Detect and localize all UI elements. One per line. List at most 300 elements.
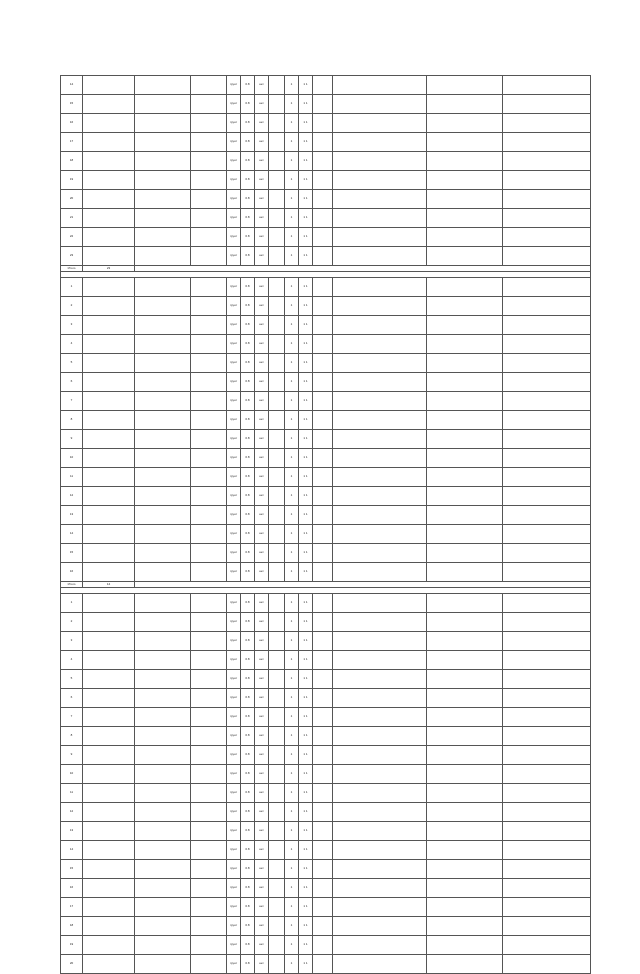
cell-empty: [313, 936, 333, 955]
cell-surface: грунт: [227, 563, 241, 582]
cell-count: 1: [285, 841, 299, 860]
cell-area: 0.8: [241, 613, 255, 632]
cell-fence: нет: [255, 898, 269, 917]
cell-fence: нет: [255, 727, 269, 746]
table-row: [61, 506, 591, 525]
cell-area: 0.8: [241, 784, 255, 803]
table-row: [61, 898, 591, 917]
cell-coords: [191, 563, 227, 582]
cell-fence: нет: [255, 803, 269, 822]
cell-address: [135, 152, 191, 171]
cell-cover: [269, 171, 285, 190]
cell-empty: [427, 392, 503, 411]
cell-surface: грунт: [227, 430, 241, 449]
cell-sources: [503, 746, 591, 765]
cell-empty: [427, 651, 503, 670]
cell-count: 1: [285, 936, 299, 955]
cell-area: 0.8: [241, 228, 255, 247]
cell-coords: [191, 278, 227, 297]
cell-surface: грунт: [227, 171, 241, 190]
cell-owner: [333, 879, 427, 898]
cell-count: 1: [285, 430, 299, 449]
table-row: [61, 411, 591, 430]
cell-empty: [427, 468, 503, 487]
cell-num: 14: [61, 841, 83, 860]
cell-address: [135, 392, 191, 411]
cell-settlement: [83, 278, 135, 297]
cell-area: 0.8: [241, 822, 255, 841]
cell-sources: [503, 506, 591, 525]
cell-area: 0.8: [241, 544, 255, 563]
cell-coords: [191, 708, 227, 727]
cell-sources: [503, 278, 591, 297]
table-row: [61, 955, 591, 974]
cell-cover: [269, 95, 285, 114]
cell-coords: [191, 316, 227, 335]
cell-address: [135, 917, 191, 936]
cell-sources: [503, 594, 591, 613]
cell-coords: [191, 746, 227, 765]
cell-num: 17: [61, 133, 83, 152]
cell-settlement: [83, 430, 135, 449]
cell-fence: нет: [255, 392, 269, 411]
cell-area: 0.8: [241, 936, 255, 955]
cell-empty: [313, 727, 333, 746]
cell-surface: грунт: [227, 841, 241, 860]
cell-fence: нет: [255, 316, 269, 335]
cell-settlement: [83, 708, 135, 727]
cell-volume: 1 1: [299, 95, 313, 114]
cell-surface: грунт: [227, 727, 241, 746]
cell-address: [135, 506, 191, 525]
cell-num: 16: [61, 879, 83, 898]
cell-coords: [191, 506, 227, 525]
cell-coords: [191, 468, 227, 487]
cell-empty: [313, 449, 333, 468]
cell-empty: [313, 487, 333, 506]
cell-volume: 1 1: [299, 670, 313, 689]
cell-area: 0.8: [241, 133, 255, 152]
cell-fence: нет: [255, 209, 269, 228]
cell-settlement: [83, 765, 135, 784]
cell-settlement: [83, 689, 135, 708]
cell-sources: [503, 392, 591, 411]
cell-cover: [269, 133, 285, 152]
cell-owner: [333, 133, 427, 152]
cell-volume: 1 1: [299, 544, 313, 563]
cell-count: 1: [285, 746, 299, 765]
cell-coords: [191, 841, 227, 860]
cell-coords: [191, 228, 227, 247]
cell-surface: грунт: [227, 955, 241, 974]
cell-coords: [191, 247, 227, 266]
cell-sources: [503, 247, 591, 266]
cell-volume: 1 1: [299, 133, 313, 152]
cell-num: 3: [61, 632, 83, 651]
cell-coords: [191, 544, 227, 563]
cell-surface: грунт: [227, 594, 241, 613]
cell-sources: [503, 430, 591, 449]
cell-owner: [333, 449, 427, 468]
cell-num: 12: [61, 487, 83, 506]
cell-surface: грунт: [227, 487, 241, 506]
cell-count: 1: [285, 95, 299, 114]
cell-settlement: [83, 822, 135, 841]
cell-num: 11: [61, 784, 83, 803]
cell-count: 1: [285, 563, 299, 582]
cell-area: 0.8: [241, 898, 255, 917]
cell-coords: [191, 411, 227, 430]
cell-sources: [503, 917, 591, 936]
cell-settlement: [83, 879, 135, 898]
cell-sources: [503, 955, 591, 974]
cell-coords: [191, 917, 227, 936]
cell-area: 0.8: [241, 247, 255, 266]
cell-settlement: [83, 860, 135, 879]
cell-empty: [427, 373, 503, 392]
cell-cover: [269, 152, 285, 171]
cell-owner: [333, 670, 427, 689]
cell-empty: [313, 544, 333, 563]
cell-fence: нет: [255, 95, 269, 114]
cell-count: 1: [285, 392, 299, 411]
cell-num: 10: [61, 765, 83, 784]
cell-area: 0.8: [241, 430, 255, 449]
cell-fence: нет: [255, 228, 269, 247]
cell-count: 1: [285, 689, 299, 708]
cell-num: 19: [61, 936, 83, 955]
cell-empty: [427, 563, 503, 582]
cell-cover: [269, 746, 285, 765]
cell-empty: [313, 133, 333, 152]
cell-surface: грунт: [227, 689, 241, 708]
cell-settlement: [83, 594, 135, 613]
cell-coords: [191, 430, 227, 449]
cell-empty: [313, 917, 333, 936]
cell-fence: нет: [255, 525, 269, 544]
table-row: [61, 449, 591, 468]
cell-fence: нет: [255, 936, 269, 955]
cell-area: 0.8: [241, 803, 255, 822]
cell-area: 0.8: [241, 316, 255, 335]
cell-owner: [333, 209, 427, 228]
cell-count: 1: [285, 879, 299, 898]
cell-coords: [191, 651, 227, 670]
cell-coords: [191, 613, 227, 632]
cell-count: 1: [285, 917, 299, 936]
cell-owner: [333, 487, 427, 506]
cell-settlement: [83, 392, 135, 411]
cell-address: [135, 727, 191, 746]
cell-count: 1: [285, 297, 299, 316]
register-body: [61, 76, 591, 974]
cell-cover: [269, 708, 285, 727]
cell-empty: [313, 765, 333, 784]
cell-empty: [313, 955, 333, 974]
cell-owner: [333, 392, 427, 411]
cell-area: 0.8: [241, 506, 255, 525]
cell-num: 14: [61, 525, 83, 544]
cell-empty: [427, 917, 503, 936]
cell-address: [135, 879, 191, 898]
table-row: [61, 727, 591, 746]
cell-settlement: [83, 955, 135, 974]
cell-num: 12: [61, 803, 83, 822]
table-row: [61, 765, 591, 784]
cell-empty: [313, 373, 333, 392]
cell-owner: [333, 936, 427, 955]
register-table: [60, 75, 591, 974]
cell-owner: [333, 373, 427, 392]
cell-surface: грунт: [227, 879, 241, 898]
cell-cover: [269, 76, 285, 95]
cell-fence: нет: [255, 114, 269, 133]
cell-empty: [313, 411, 333, 430]
cell-num: 15: [61, 544, 83, 563]
cell-area: 0.8: [241, 955, 255, 974]
cell-count: 1: [285, 278, 299, 297]
cell-empty: [313, 247, 333, 266]
cell-settlement: [83, 936, 135, 955]
cell-volume: 1 1: [299, 114, 313, 133]
table-row: [61, 670, 591, 689]
cell-cover: [269, 411, 285, 430]
cell-sources: [503, 373, 591, 392]
cell-cover: [269, 841, 285, 860]
cell-empty: [313, 354, 333, 373]
table-row: [61, 879, 591, 898]
cell-count: 1: [285, 228, 299, 247]
table-row: [61, 468, 591, 487]
cell-settlement: [83, 632, 135, 651]
cell-volume: 1 1: [299, 487, 313, 506]
cell-area: 0.8: [241, 651, 255, 670]
cell-sources: [503, 670, 591, 689]
cell-cover: [269, 247, 285, 266]
cell-sources: [503, 228, 591, 247]
cell-cover: [269, 898, 285, 917]
cell-owner: [333, 727, 427, 746]
cell-num: 5: [61, 670, 83, 689]
cell-num: 16: [61, 563, 83, 582]
cell-cover: [269, 449, 285, 468]
table-row: [61, 746, 591, 765]
cell-owner: [333, 803, 427, 822]
cell-address: [135, 544, 191, 563]
cell-empty: [427, 95, 503, 114]
cell-sources: [503, 651, 591, 670]
table-row: [61, 917, 591, 936]
cell-count: 1: [285, 525, 299, 544]
cell-num: 1: [61, 594, 83, 613]
cell-settlement: [83, 297, 135, 316]
cell-address: [135, 613, 191, 632]
cell-num: 2: [61, 297, 83, 316]
cell-num: 7: [61, 392, 83, 411]
cell-empty: [427, 879, 503, 898]
cell-empty: [313, 228, 333, 247]
cell-address: [135, 133, 191, 152]
cell-area: 0.8: [241, 708, 255, 727]
cell-fence: нет: [255, 917, 269, 936]
cell-fence: нет: [255, 632, 269, 651]
cell-address: [135, 76, 191, 95]
table-row: [61, 316, 591, 335]
cell-sources: [503, 632, 591, 651]
cell-sources: [503, 152, 591, 171]
cell-surface: грунт: [227, 651, 241, 670]
cell-sources: [503, 822, 591, 841]
cell-settlement: [83, 354, 135, 373]
cell-cover: [269, 114, 285, 133]
cell-sources: [503, 449, 591, 468]
cell-empty: [427, 297, 503, 316]
summary-label: Итого: [61, 266, 83, 272]
cell-volume: 1 1: [299, 449, 313, 468]
cell-cover: [269, 917, 285, 936]
cell-sources: [503, 354, 591, 373]
cell-settlement: [83, 917, 135, 936]
cell-fence: нет: [255, 651, 269, 670]
cell-sources: [503, 727, 591, 746]
cell-settlement: [83, 544, 135, 563]
cell-surface: грунт: [227, 544, 241, 563]
cell-sources: [503, 544, 591, 563]
cell-surface: грунт: [227, 228, 241, 247]
cell-count: 1: [285, 190, 299, 209]
table-row: [61, 841, 591, 860]
cell-cover: [269, 955, 285, 974]
cell-coords: [191, 689, 227, 708]
cell-empty: [427, 152, 503, 171]
cell-count: 1: [285, 898, 299, 917]
cell-empty: [313, 190, 333, 209]
cell-settlement: [83, 114, 135, 133]
cell-address: [135, 746, 191, 765]
cell-count: 1: [285, 822, 299, 841]
cell-surface: грунт: [227, 917, 241, 936]
cell-area: 0.8: [241, 727, 255, 746]
cell-coords: [191, 594, 227, 613]
cell-fence: нет: [255, 563, 269, 582]
cell-count: 1: [285, 727, 299, 746]
cell-coords: [191, 95, 227, 114]
cell-empty: [427, 841, 503, 860]
cell-settlement: [83, 613, 135, 632]
cell-cover: [269, 468, 285, 487]
cell-volume: 1 1: [299, 803, 313, 822]
cell-cover: [269, 228, 285, 247]
cell-num: 14: [61, 76, 83, 95]
cell-volume: 1 1: [299, 209, 313, 228]
cell-sources: [503, 613, 591, 632]
cell-owner: [333, 632, 427, 651]
cell-num: 1: [61, 278, 83, 297]
cell-num: 23: [61, 247, 83, 266]
cell-surface: грунт: [227, 133, 241, 152]
cell-address: [135, 803, 191, 822]
cell-area: 0.8: [241, 411, 255, 430]
cell-volume: 1 1: [299, 613, 313, 632]
table-row: [61, 708, 591, 727]
cell-volume: 1 1: [299, 860, 313, 879]
cell-cover: [269, 373, 285, 392]
cell-cover: [269, 506, 285, 525]
cell-empty: [313, 670, 333, 689]
cell-sources: [503, 487, 591, 506]
cell-address: [135, 651, 191, 670]
cell-cover: [269, 594, 285, 613]
cell-num: 4: [61, 651, 83, 670]
cell-area: 0.8: [241, 190, 255, 209]
cell-owner: [333, 316, 427, 335]
cell-area: 0.8: [241, 354, 255, 373]
cell-empty: [313, 76, 333, 95]
cell-count: 1: [285, 152, 299, 171]
cell-empty: [313, 632, 333, 651]
cell-cover: [269, 544, 285, 563]
cell-volume: 1 1: [299, 171, 313, 190]
cell-empty: [313, 152, 333, 171]
cell-sources: [503, 841, 591, 860]
cell-fence: нет: [255, 171, 269, 190]
cell-cover: [269, 209, 285, 228]
cell-sources: [503, 209, 591, 228]
cell-empty: [427, 544, 503, 563]
table-row: [61, 544, 591, 563]
cell-settlement: [83, 468, 135, 487]
table-row: [61, 373, 591, 392]
cell-cover: [269, 335, 285, 354]
cell-count: 1: [285, 632, 299, 651]
table-row: [61, 392, 591, 411]
cell-num: 13: [61, 822, 83, 841]
cell-coords: [191, 803, 227, 822]
cell-fence: нет: [255, 411, 269, 430]
cell-coords: [191, 898, 227, 917]
cell-empty: [427, 632, 503, 651]
table-row: [61, 228, 591, 247]
cell-empty: [313, 784, 333, 803]
cell-num: 2: [61, 613, 83, 632]
cell-cover: [269, 803, 285, 822]
cell-owner: [333, 228, 427, 247]
cell-owner: [333, 506, 427, 525]
cell-surface: грунт: [227, 784, 241, 803]
cell-volume: 1 1: [299, 784, 313, 803]
cell-empty: [313, 898, 333, 917]
cell-empty: [427, 190, 503, 209]
cell-sources: [503, 411, 591, 430]
cell-sources: [503, 468, 591, 487]
cell-fence: нет: [255, 247, 269, 266]
cell-area: 0.8: [241, 171, 255, 190]
cell-owner: [333, 955, 427, 974]
cell-empty: [427, 247, 503, 266]
cell-volume: 1 1: [299, 525, 313, 544]
cell-empty: [427, 209, 503, 228]
cell-surface: грунт: [227, 297, 241, 316]
cell-coords: [191, 297, 227, 316]
cell-address: [135, 525, 191, 544]
cell-settlement: [83, 651, 135, 670]
cell-empty: [313, 171, 333, 190]
cell-owner: [333, 278, 427, 297]
cell-address: [135, 354, 191, 373]
cell-empty: [313, 613, 333, 632]
cell-volume: 1 1: [299, 822, 313, 841]
table-row: [61, 190, 591, 209]
